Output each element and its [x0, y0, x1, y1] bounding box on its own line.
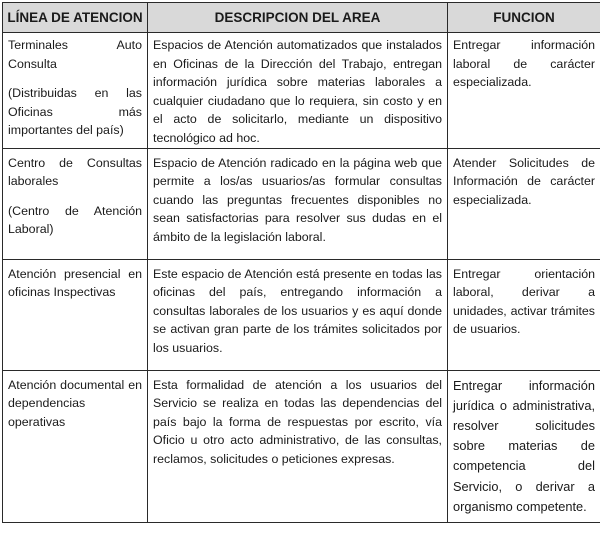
header-descripcion: DESCRIPCION DEL AREA	[148, 3, 448, 33]
linea-text: Atención presencial en oficinas Inspectivas	[8, 266, 142, 300]
table-row	[3, 33, 600, 149]
linea-note: (Centro de Atención Laboral)	[8, 203, 142, 237]
funcion-text: Entregar información laboral de carácter especializada.	[453, 38, 595, 90]
table-row	[3, 370, 600, 522]
descripcion-cell	[148, 33, 448, 149]
linea-cell	[3, 148, 148, 259]
linea-text: Atención documental en dependencias operativas	[8, 377, 142, 429]
service-lines-table	[2, 2, 600, 523]
funcion-text: Entregar información jurídica o administrativa, resolver solicitudes sobre materias de competencia del Servicio, o derivar a organismo competente.	[453, 377, 595, 514]
descripcion-text: Espacios de Atención automatizados que instalados en Oficinas de la Dirección del Trabajo, entregan información jurídica sobre materias laborales a cualquier ciudadano que lo requiera, sin costo y en el acto de solicitarlo, mediante un dispositivo tecnológico ad hoc.	[153, 38, 442, 145]
table-row	[3, 259, 600, 370]
descripcion-text: Espacio de Atención radicado en la página web que permite a los/as usuarios/as formular consultas cuando las preguntas frecuentes disponibles no sean satisfactorias para resolver sus dudas en el ámbito de la legislación laboral.	[153, 155, 442, 244]
header-funcion: FUNCION	[448, 3, 600, 33]
linea-text: Terminales Auto Consulta	[8, 38, 142, 71]
linea-cell	[3, 259, 148, 370]
header-row	[3, 3, 600, 33]
linea-text: Centro de Consultas laborales	[8, 155, 142, 189]
linea-cell	[3, 33, 148, 149]
header-linea: LÍNEA DE ATENCION	[3, 3, 148, 33]
descripcion-cell	[148, 148, 448, 259]
funcion-text: Entregar orientación laboral, derivar a unidades, activar trámites de usuarios.	[453, 266, 595, 337]
descripcion-cell	[148, 259, 448, 370]
descripcion-text: Este espacio de Atención está presente en todas las oficinas del país, entregando información a consultas laborales de los usuarios y es aquí donde se activan gran parte de los trámites solicitados por los usuarios.	[153, 266, 442, 355]
funcion-cell	[448, 259, 600, 370]
linea-note: (Distribuidas en las Oficinas más importantes del país)	[8, 86, 142, 138]
descripcion-text: Esta formalidad de atención a los usuarios del Servicio se realiza en todas las dependencias del país bajo la forma de respuestas por escrito, vía Oficio u otro acto administrativo, de las consultas, reclamos, solicitudes o peticiones expresas.	[153, 377, 442, 466]
descripcion-cell	[148, 370, 448, 522]
funcion-cell	[448, 370, 600, 522]
funcion-cell	[448, 33, 600, 149]
linea-cell	[3, 370, 148, 522]
funcion-cell	[448, 148, 600, 259]
table-row	[3, 148, 600, 259]
funcion-text: Atender Solicitudes de Información de carácter especializada.	[453, 155, 595, 207]
